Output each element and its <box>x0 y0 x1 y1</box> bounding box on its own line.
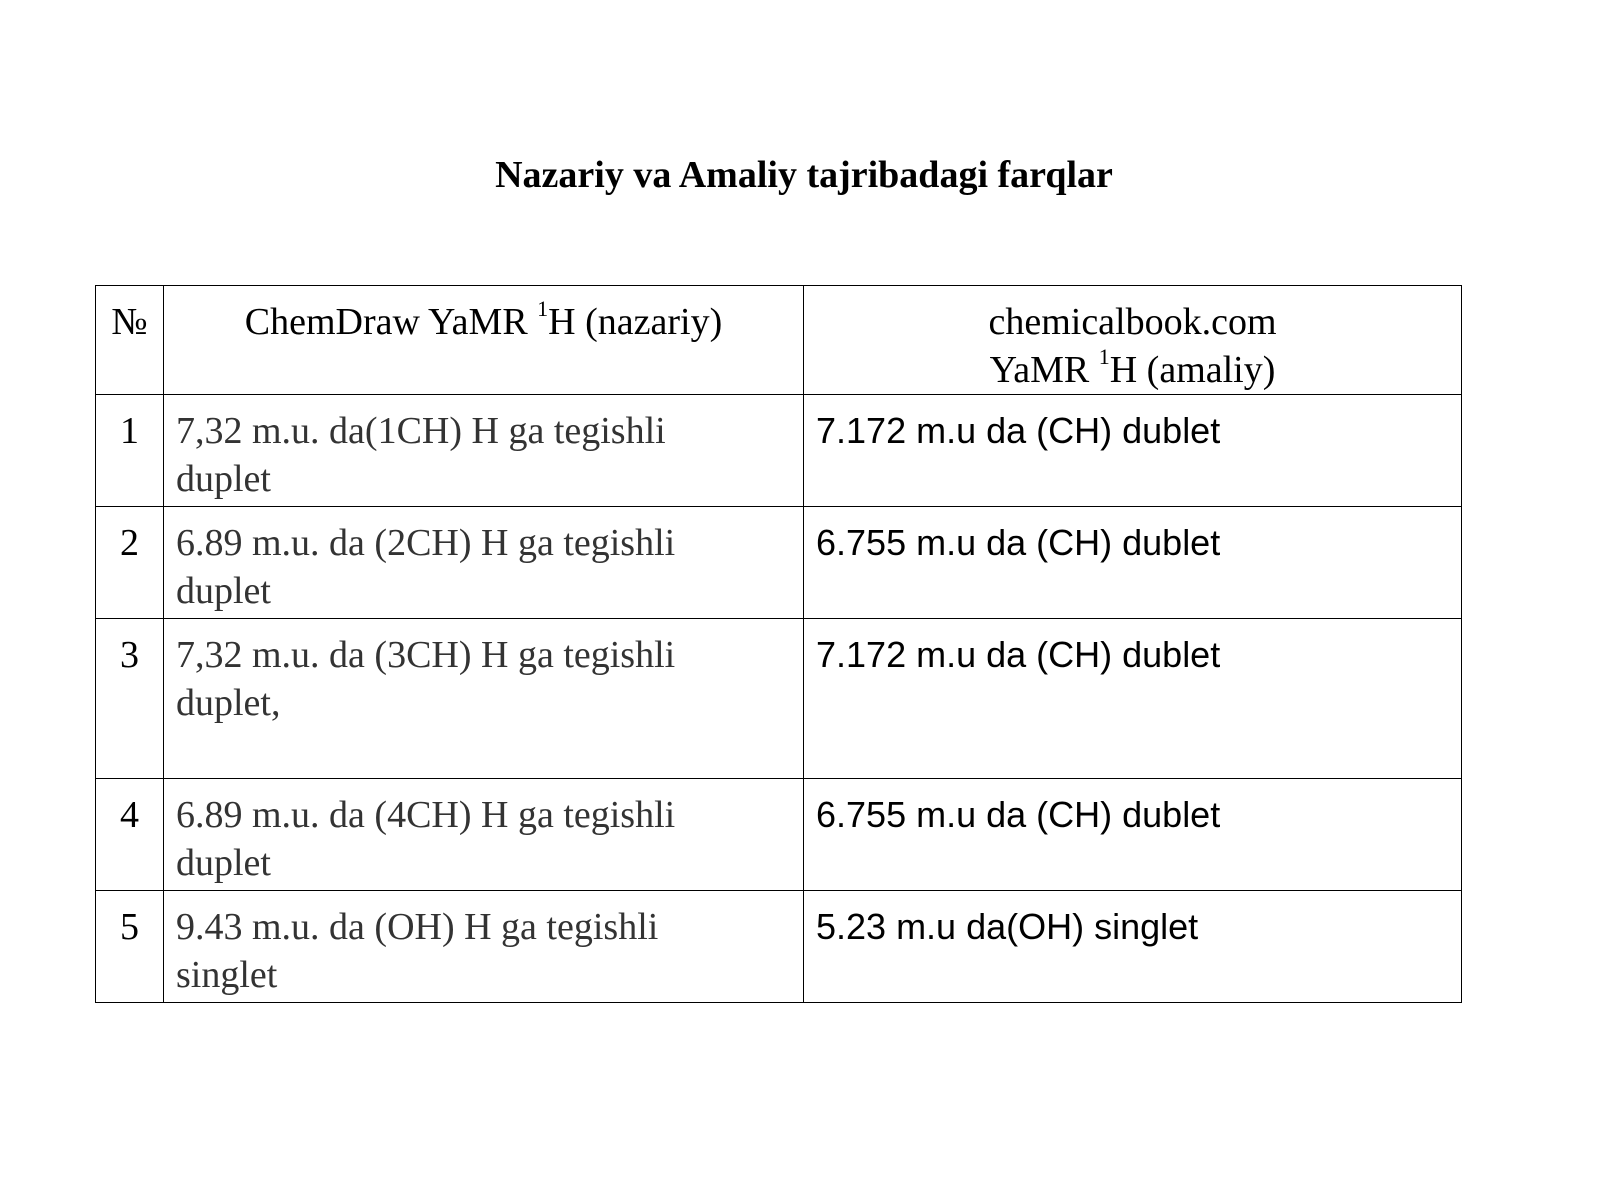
table-row <box>96 395 1462 507</box>
header-experimental <box>804 286 1462 395</box>
theory-cell <box>164 507 804 619</box>
theory-cell <box>164 395 804 507</box>
row-number: 4 <box>96 779 164 891</box>
theory-text-line: singlet <box>176 954 278 996</box>
theory-text-line: duplet <box>176 570 271 612</box>
header-number <box>96 286 164 395</box>
theory-text-line: 6.89 m.u. da (2CH) H ga tegishli <box>176 522 676 564</box>
header-experimental-superscript: 1 <box>1098 344 1110 370</box>
table-header-row <box>96 286 1462 395</box>
table-row <box>96 507 1462 619</box>
theory-text-line: duplet <box>176 458 271 500</box>
theory-text-line: duplet, <box>176 682 281 724</box>
table-row <box>96 891 1462 1003</box>
header-theory-superscript: 1 <box>537 296 549 322</box>
header-experimental-suffix: H (amaliy) <box>1109 349 1276 391</box>
comparison-table <box>95 285 1462 1003</box>
row-number: 2 <box>96 507 164 619</box>
row-number: 1 <box>96 395 164 507</box>
experimental-cell: 7.172 m.u da (CH) dublet <box>804 619 1462 779</box>
experimental-cell: 5.23 m.u da(OH) singlet <box>804 891 1462 1003</box>
theory-cell <box>164 891 804 1003</box>
theory-text-line: 6.89 m.u. da (4CH) H ga tegishli <box>176 794 676 836</box>
row-number: 3 <box>96 619 164 779</box>
header-number-label: № <box>111 301 148 343</box>
page-title: Nazariy va Amaliy tajribadagi farqlar <box>495 154 1113 196</box>
header-experimental-method <box>804 346 1461 394</box>
experimental-cell: 6.755 m.u da (CH) dublet <box>804 779 1462 891</box>
header-theory-prefix: ChemDraw YaMR <box>244 301 538 343</box>
experimental-cell: 7.172 m.u da (CH) dublet <box>804 395 1462 507</box>
header-experimental-prefix: YaMR <box>989 349 1099 391</box>
table-row <box>96 619 1462 779</box>
header-experimental-source: chemicalbook.com <box>988 301 1277 343</box>
table-row <box>96 779 1462 891</box>
theory-cell <box>164 619 804 779</box>
theory-text-line: 7,32 m.u. da(1CH) H ga tegishli <box>176 410 666 452</box>
header-theory-suffix: H (nazariy) <box>548 301 723 343</box>
row-number: 5 <box>96 891 164 1003</box>
theory-text-line: duplet <box>176 842 271 884</box>
header-theory <box>164 286 804 395</box>
theory-cell <box>164 779 804 891</box>
theory-text-line: 7,32 m.u. da (3CH) H ga tegishli <box>176 634 676 676</box>
theory-text-line: 9.43 m.u. da (OH) H ga tegishli <box>176 906 659 948</box>
experimental-cell: 6.755 m.u da (CH) dublet <box>804 507 1462 619</box>
